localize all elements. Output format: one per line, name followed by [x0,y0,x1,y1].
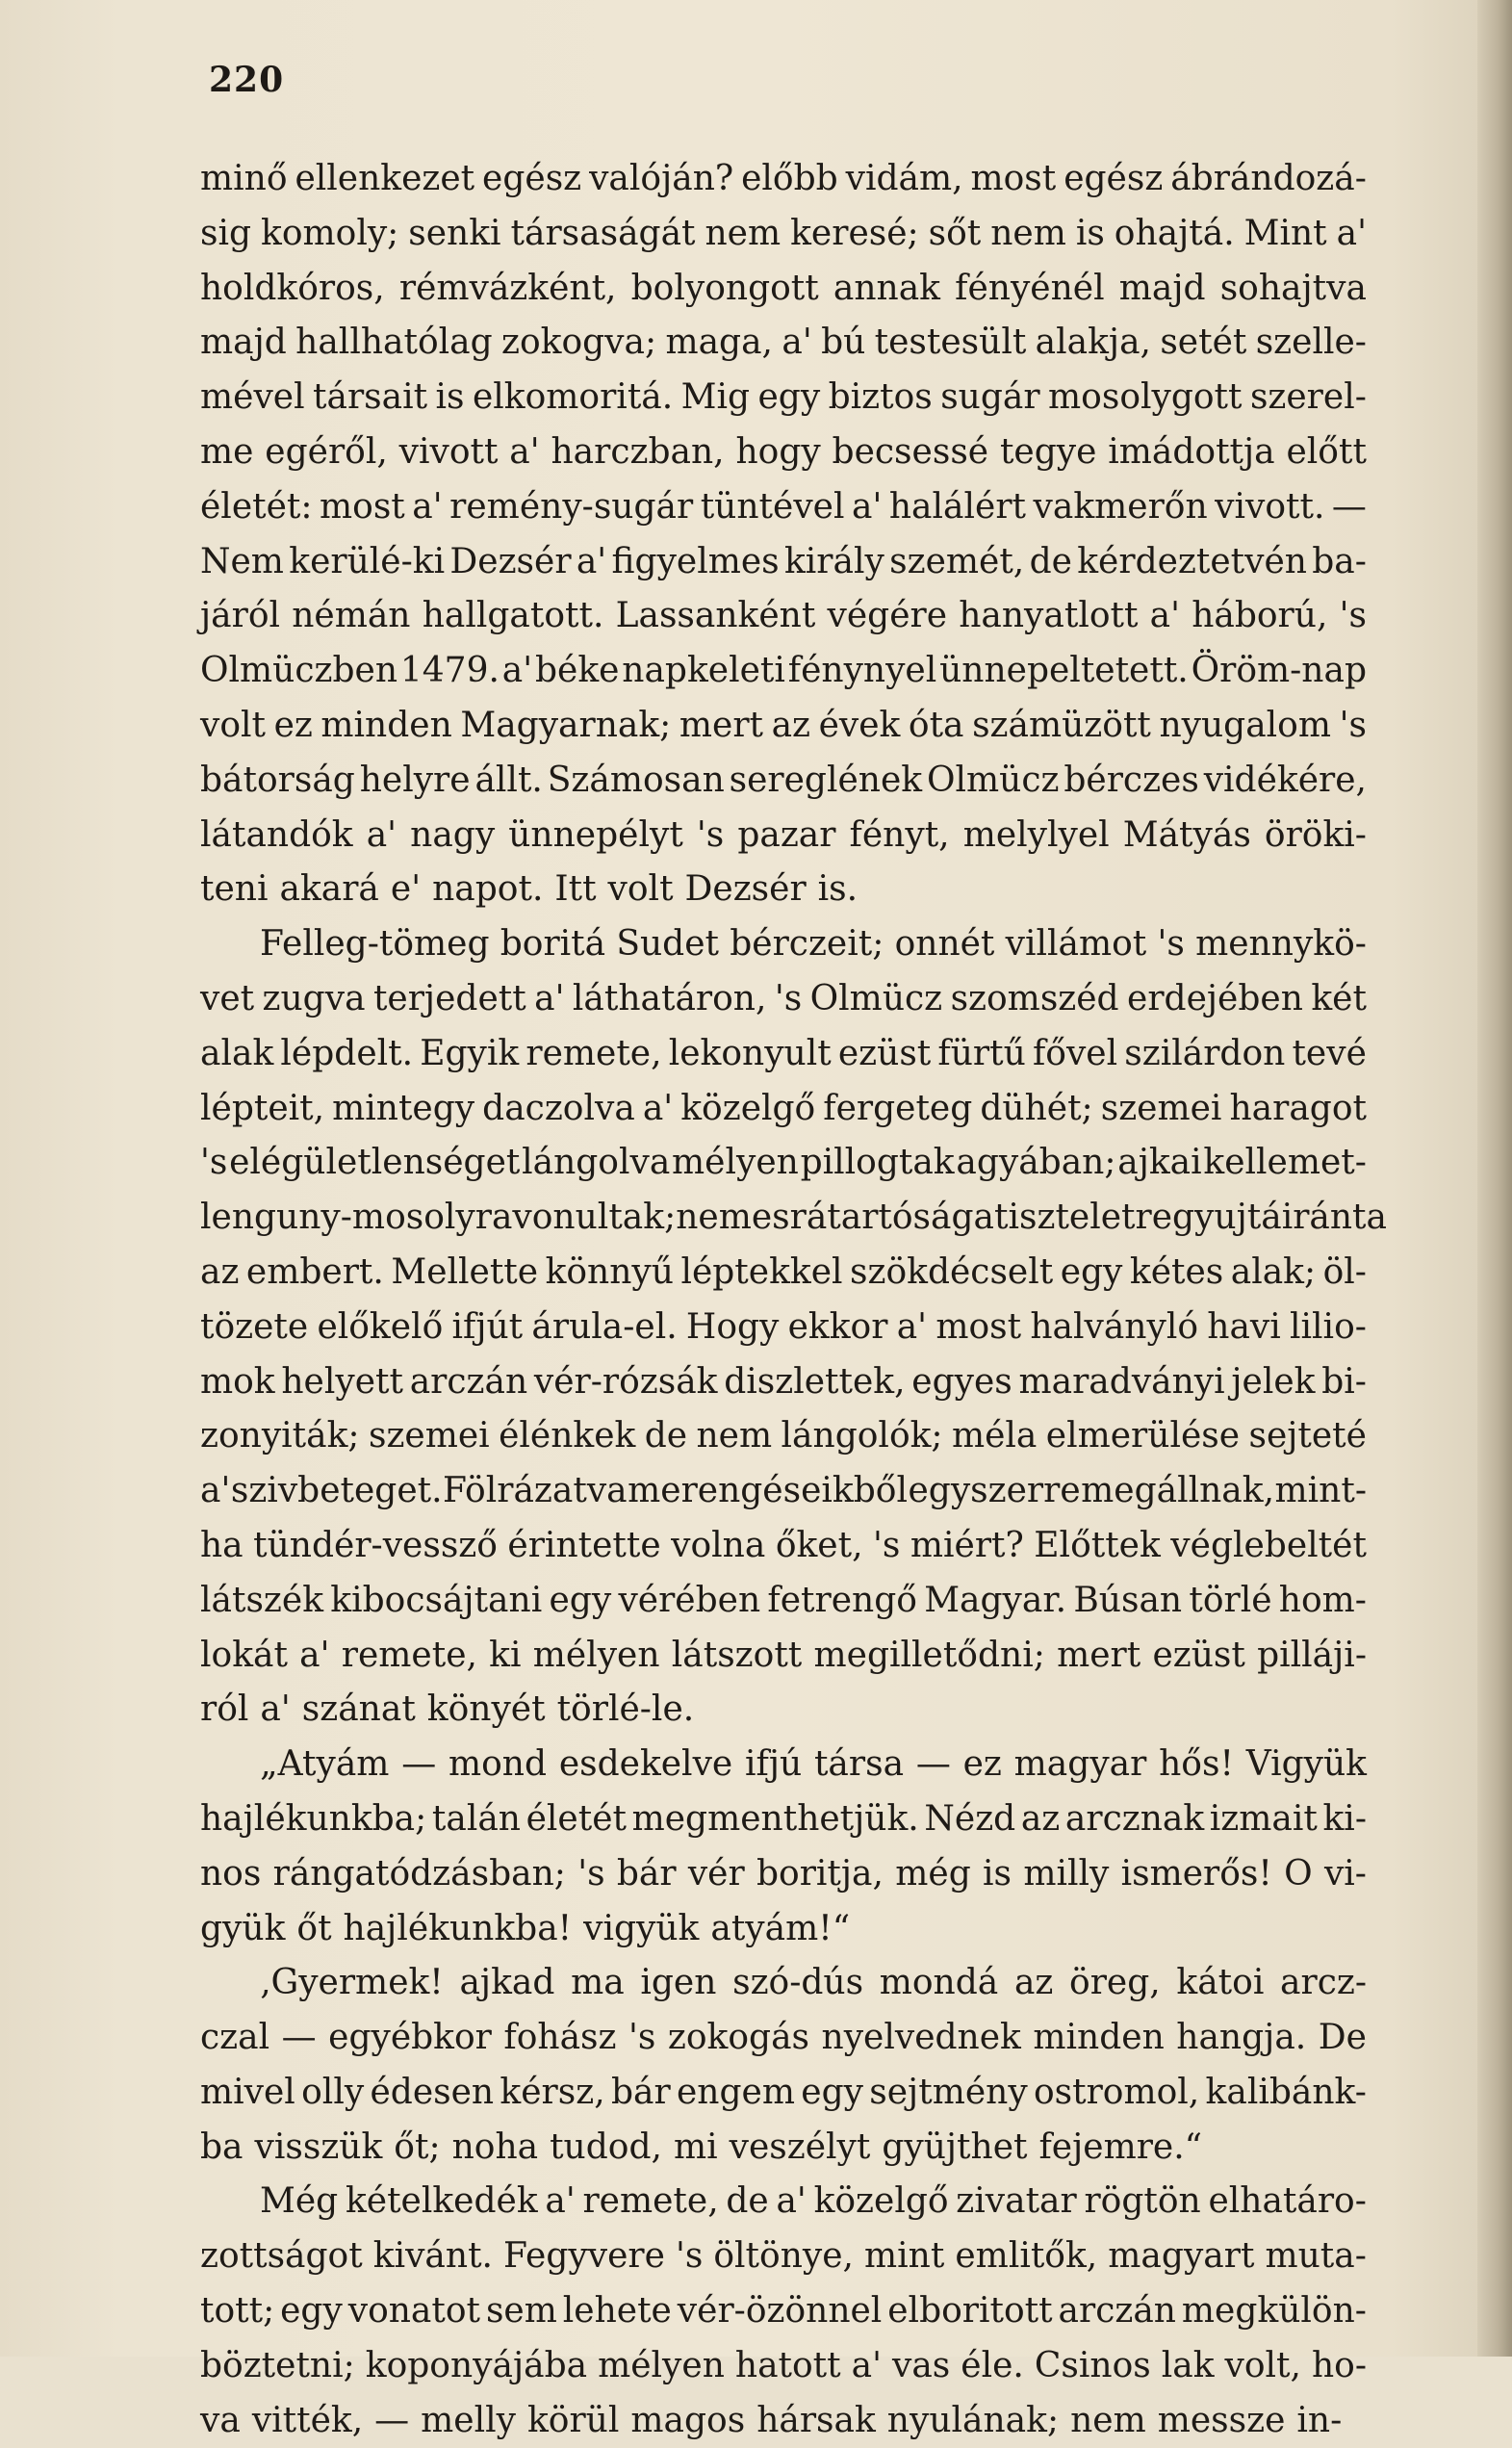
text-line: Még kételkedék a' remete, de a' közelgő zivatar rögtön elhatáro- [260,2181,1367,2222]
text-line: minő ellenkezet egész valóján? előbb vidám, most egész ábrándozá- [200,159,1367,198]
paragraph [200,917,1387,1738]
text-line: látandók a' nagy ünnepélyt 's pazar fényt, melylyel Mátyás öröki- [200,814,1367,855]
page-number: 220 [209,60,285,100]
text-line: Nem kerülé-ki Dezsér a' figyelmes király szemét, de kérdeztetvén ba- [200,541,1367,581]
text-line: nos rángatódzásban; 's bár vér boritja, még is milly ismerős! O vi- [200,1853,1367,1894]
text-line: bátorság helyre állt. Számosan sereglének Olmücz bérczes vidékére, [200,760,1367,800]
paragraph [200,152,1367,917]
text-line: zonyiták; szemei élénkek de nem lángolók; méla elmerülése sejteté [200,1416,1367,1456]
text-line: járól némán hallgatott. Lassanként végére hanyatlott a' háború, 's [200,596,1367,636]
text-line: me egéről, vivott a' harczban, hogy becsessé tegye imádottja előtt [200,431,1367,472]
text-line: „Atyám — mond esdekelve ifjú társa — ez magyar hős! Vigyük [260,1744,1367,1785]
text-line: volt ez minden Magyarnak; mert az évek óta számüzött nyugalom 's [200,705,1367,745]
text-line: vet zugva terjedett a' láthatáron, 's Olmücz szomszéd erdejében két [200,978,1367,1018]
paragraph [200,1956,1367,2175]
text-line: életét: most a' remény-sugár tüntével a' halálért vakmerőn vivott. — [200,486,1367,527]
paragraph [200,1738,1367,1956]
text-line: sig komoly; senki társaságát nem keresé; sőt nem is ohajtá. Mint a' [200,213,1367,253]
text-line: lokát a' remete, ki mélyen látszott megilletődni; mert ezüst pilláji- [200,1635,1367,1675]
text-line: va vitték, — melly körül magos hársak nyulának; nem messze in- [200,2400,1343,2440]
text-line: ha tündér-vessző érintette volna őket, 's miért? Előttek véglebeltét [200,1525,1367,1565]
text-line: ‚Gyermek! ajkad ma igen szó-dús mondá az öreg, kátoi arcz- [260,1963,1367,2003]
text-line: 's elégületlenséget lángolva mélyen pillogtak agyában; ajkai kellemet- [200,1143,1367,1183]
text-line: hajlékunkba; talán életét megmenthetjük. Nézd az arcznak izmait ki- [200,1798,1367,1839]
text-line: mivel olly édesen kérsz, bár engem egy sejtmény ostromol, kalibánk- [200,2072,1367,2112]
text-line: Felleg-tömeg boritá Sudet bérczeit; onnét villámot 's mennykö- [260,924,1367,965]
text-line: alak lépdelt. Egyik remete, lekonyult ezüst fürtű fővel szilárdon tevé [200,1033,1367,1073]
text-line: böztetni; koponyájába mélyen hatott a' vas éle. Csinos lak volt, ho- [200,2345,1367,2385]
text-line: holdkóros, rémvázként, bolyongott annak fényénél majd sohajtva [200,268,1367,308]
text-line: len guny-mosolyra vonultak; nemes rátartósága tiszteletre gyujtá iránta [200,1198,1387,1238]
text-line: majd hallhatólag zokogva; maga, a' bú testesült alakja, setét szelle- [200,322,1367,363]
text-line: teni akará e' napot. Itt volt Dezsér is. [200,869,859,910]
body-text [200,152,1387,2448]
text-line: zottságot kivánt. Fegyvere 's öltönye, mint emlitők, magyart muta- [200,2236,1367,2277]
text-line: Olmüczben 1479. a' béke napkeleti fénynyel ünnepeltetett. Öröm-nap [200,651,1367,691]
text-line: tott; egy vonatot sem lehete vér-özönnel elboritott arczán megkülön- [200,2291,1367,2332]
paragraph [200,2175,1367,2448]
text-line: tözete előkelő ifjút árula-el. Hogy ekkor a' most halványló havi lilio- [200,1306,1367,1347]
text-line: gyük őt hajlékunkba! vigyük atyám!“ [200,1908,851,1948]
text-line: az embert. Mellette könnyű léptekkel szökdécselt egy kétes alak; öl- [200,1251,1367,1292]
text-line: ba visszük őt; noha tudod, mi veszélyt gyüjthet fejemre.“ [200,2126,1203,2167]
text-line: látszék kibocsájtani egy vérében fetrengő Magyar. Búsan törlé hom- [200,1580,1367,1620]
text-line: mével társait is elkomoritá. Mig egy biztos sugár mosolygott szerel- [200,377,1367,418]
text-line: mok helyett arczán vér-rózsák diszlettek, egyes maradványi jelek bi- [200,1361,1367,1402]
text-line: czal — egyébkor fohász 's zokogás nyelvednek minden hangja. De [200,2018,1367,2058]
book-spine-shadow [1477,0,1512,2357]
text-line: ról a' szánat könyét törlé-le. [200,1689,695,1730]
text-line: lépteit, mintegy daczolva a' közelgő fergeteg dühét; szemei haragot [200,1088,1367,1128]
text-line: a' szivbeteget. Fölrázatva merengéseikből egyszerre megállnak, mint- [200,1471,1367,1511]
